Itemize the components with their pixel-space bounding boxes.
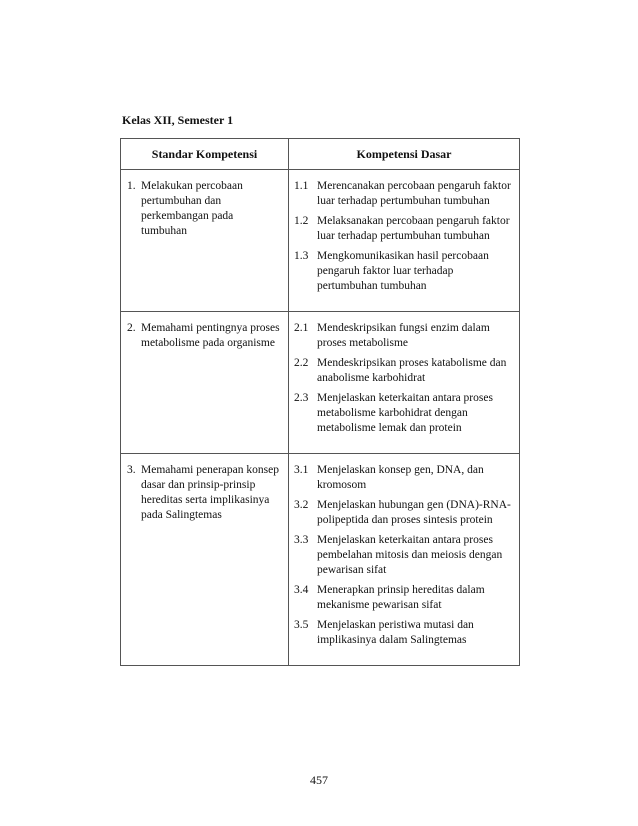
kd-number: 2.2 — [294, 357, 309, 369]
page-number: 457 — [310, 773, 328, 787]
kd-item — [289, 249, 519, 294]
sk-number: 2. — [127, 322, 136, 334]
table-row — [121, 312, 520, 454]
kd-item — [289, 618, 519, 648]
kd-item — [289, 179, 519, 209]
kd-number: 1.3 — [294, 250, 309, 262]
kd-item — [289, 356, 519, 386]
standar-kompetensi-cell — [121, 454, 289, 666]
kd-text: Menjelaskan konsep gen, DNA, dan kromosom — [317, 464, 484, 491]
table-row — [121, 170, 520, 312]
competency-table — [120, 138, 520, 666]
kd-item — [289, 214, 519, 244]
kd-number: 3.4 — [294, 584, 309, 596]
header-kompetensi-dasar: Kompetensi Dasar — [289, 139, 520, 170]
kd-text: Menjelaskan peristiwa mutasi dan implikasinya dalam Salingtemas — [317, 619, 474, 646]
kd-number: 3.2 — [294, 499, 309, 511]
kd-text: Menerapkan prinsip hereditas dalam mekanisme pewarisan sifat — [317, 584, 485, 611]
table-row — [121, 454, 520, 666]
sk-number: 1. — [127, 180, 136, 192]
kd-number: 3.3 — [294, 534, 309, 546]
kd-number: 3.5 — [294, 619, 309, 631]
sk-text: Melakukan percobaan pertumbuhan dan perkembangan pada tumbuhan — [141, 180, 243, 237]
kd-item — [289, 391, 519, 436]
header-standar-kompetensi: Standar Kompetensi — [121, 139, 289, 170]
kd-item — [289, 583, 519, 613]
sk-text: Memahami penerapan konsep dasar dan prinsip-prinsip hereditas serta implikasinya pada Salingtemas — [141, 464, 279, 521]
kompetensi-dasar-cell — [289, 312, 520, 454]
kd-text: Melaksanakan percobaan pengaruh faktor luar terhadap pertumbuhan tumbuhan — [317, 215, 510, 242]
kd-number: 1.2 — [294, 215, 309, 227]
sk-number: 3. — [127, 464, 136, 476]
kompetensi-dasar-cell — [289, 170, 520, 312]
kd-number: 3.1 — [294, 464, 309, 476]
sk-text: Memahami pentingnya proses metabolisme pada organisme — [141, 322, 280, 349]
kompetensi-dasar-cell — [289, 454, 520, 666]
section-heading: Kelas XII, Semester 1 — [122, 113, 234, 127]
standar-kompetensi-cell — [121, 170, 289, 312]
standar-kompetensi-cell — [121, 312, 289, 454]
kd-text: Mendeskripsikan proses katabolisme dan anabolisme karbohidrat — [317, 357, 507, 384]
kd-item — [289, 498, 519, 528]
kd-text: Mengkomunikasikan hasil percobaan pengaruh faktor luar terhadap pertumbuhan tumbuhan — [317, 250, 489, 292]
kd-text: Menjelaskan keterkaitan antara proses metabolisme karbohidrat dengan metabolisme lemak dan protein — [317, 392, 493, 434]
kd-item — [289, 533, 519, 578]
kd-text: Menjelaskan keterkaitan antara proses pembelahan mitosis dan meiosis dengan pewarisan sifat — [317, 534, 503, 576]
kd-number: 1.1 — [294, 180, 309, 192]
table-header-row — [121, 139, 520, 170]
kd-text: Menjelaskan hubungan gen (DNA)-RNA-polipeptida dan proses sintesis protein — [317, 499, 511, 526]
kd-item — [289, 321, 519, 351]
kd-number: 2.1 — [294, 322, 309, 334]
kd-text: Merencanakan percobaan pengaruh faktor luar terhadap pertumbuhan tumbuhan — [317, 180, 511, 207]
kd-number: 2.3 — [294, 392, 309, 404]
kd-text: Mendeskripsikan fungsi enzim dalam proses metabolisme — [317, 322, 490, 349]
kd-item — [289, 463, 519, 493]
